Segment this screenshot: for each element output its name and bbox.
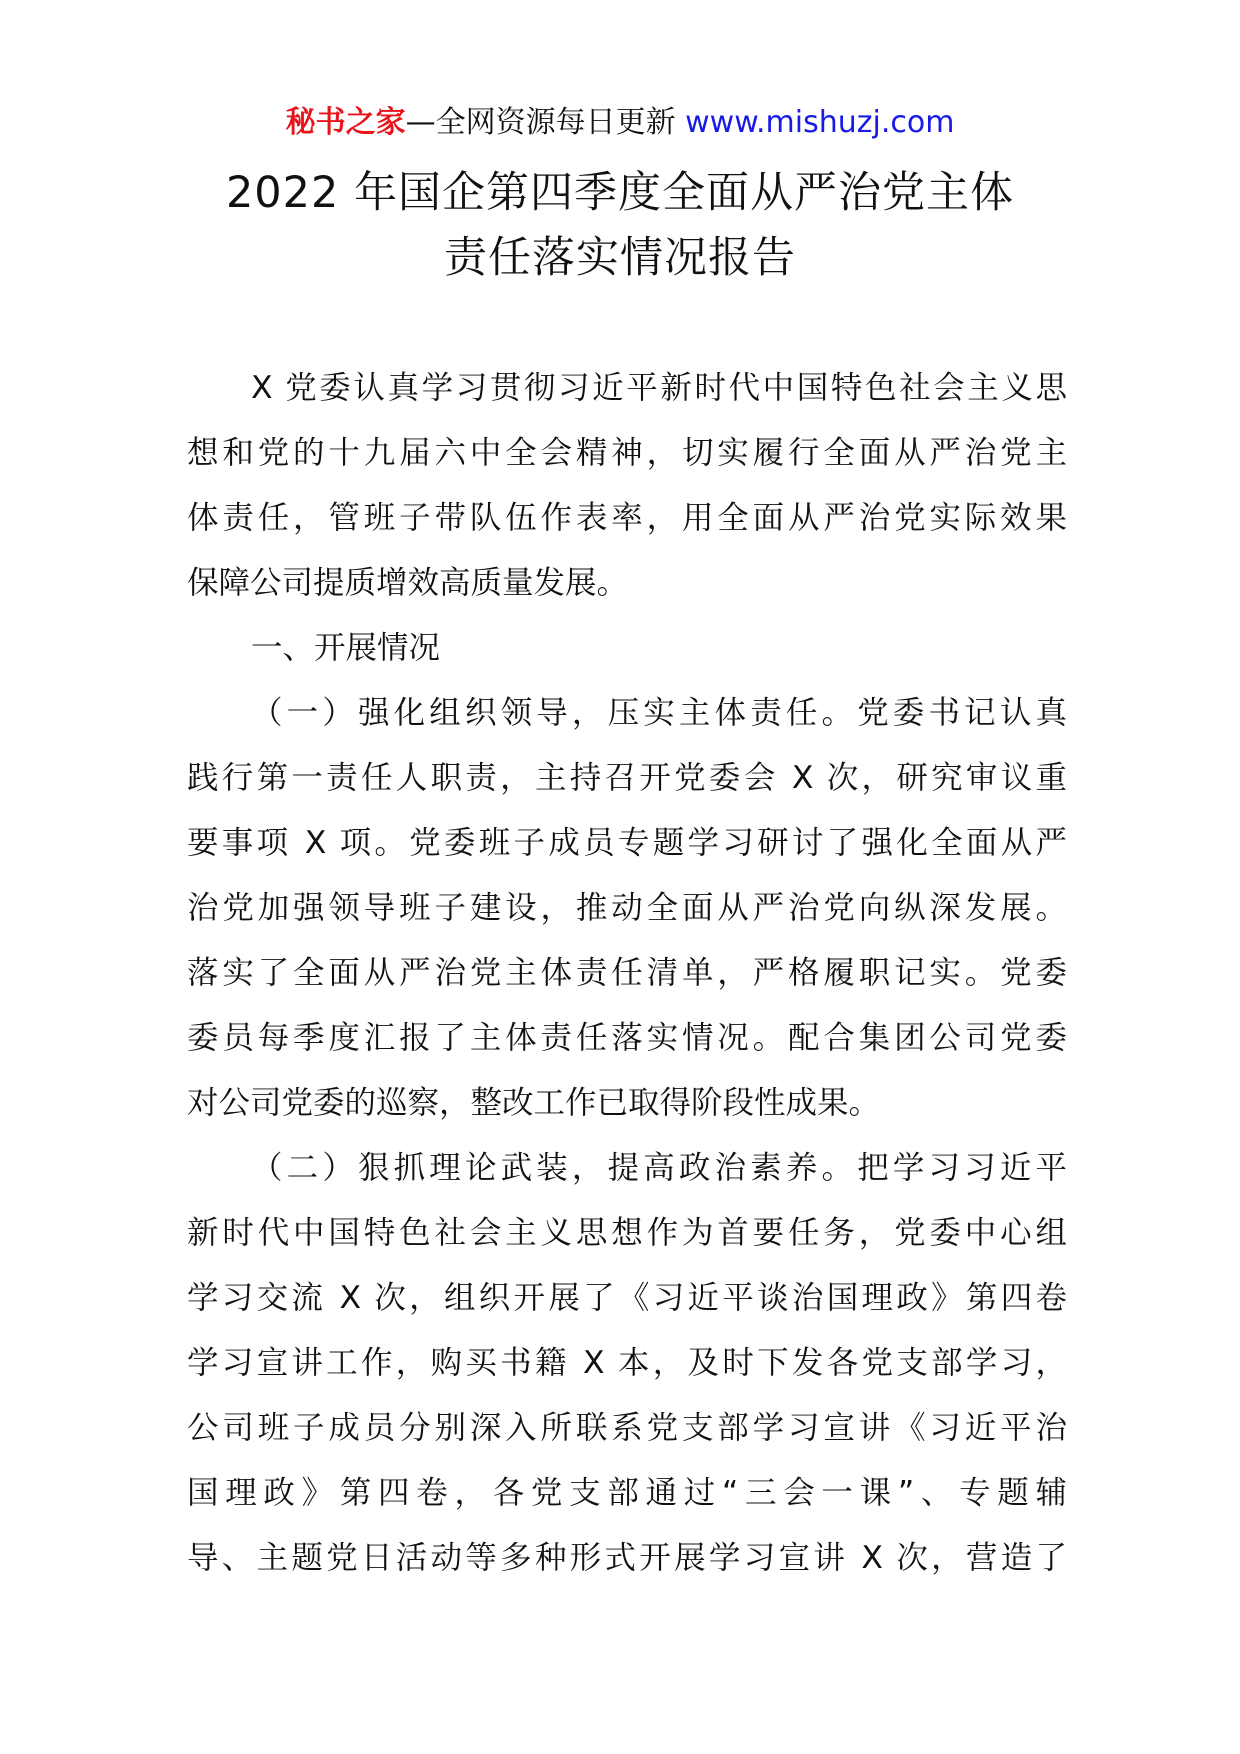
site-url-link[interactable]: www.mishuzj.com [685, 105, 955, 140]
document-body [187, 356, 1067, 1591]
body-line: 公司班子成员分别深入所联系党支部学习宣讲《习近平治 [187, 1410, 1067, 1446]
section-heading: 一、开展情况 [251, 630, 441, 666]
body-line: （一）强化组织领导，压实主体责任。党委书记认真 [251, 695, 1067, 731]
site-brand: 秘书之家 [285, 105, 406, 140]
body-line: 学习宣讲工作，购买书籍 X 本，及时下发各党支部学习， [187, 1345, 1067, 1381]
body-line: （二）狠抓理论武装，提高政治素养。把学习习近平 [251, 1150, 1067, 1186]
body-line: 践行第一责任人职责，主持召开党委会 X 次，研究审议重 [187, 760, 1067, 796]
document-title-line-2: 责任落实情况报告 [444, 233, 796, 283]
body-line: X 党委认真学习贯彻习近平新时代中国特色社会主义思 [251, 370, 1067, 406]
body-line: 想和党的十九届六中全会精神，切实履行全面从严治党主 [187, 435, 1067, 471]
document-title-line-1: 2022 年国企第四季度全面从严治党主体 [225, 168, 1015, 218]
body-line: 要事项 X 项。党委班子成员专题学习研讨了强化全面从严 [187, 825, 1067, 861]
body-line: 导、主题党日活动等多种形式开展学习宣讲 X 次，营造了 [187, 1540, 1067, 1576]
body-line: 新时代中国特色社会主义思想作为首要任务，党委中心组 [187, 1215, 1067, 1251]
body-line: 落实了全面从严治党主体责任清单，严格履职记实。党委 [187, 955, 1067, 991]
body-line: 保障公司提质增效高质量发展。 [187, 565, 629, 601]
body-line: 体责任，管班子带队伍作表率，用全面从严治党实际效果 [187, 500, 1067, 536]
body-line: 对公司党委的巡察，整改工作已取得阶段性成果。 [187, 1085, 881, 1121]
site-header [0, 101, 1240, 145]
body-line: 学习交流 X 次，组织开展了《习近平谈治国理政》第四卷 [187, 1280, 1067, 1316]
body-line: 委员每季度汇报了主体责任落实情况。配合集团公司党委 [187, 1020, 1067, 1056]
body-line: 国理政》第四卷，各党支部通过“三会一课”、专题辅 [187, 1475, 1067, 1511]
body-line: 治党加强领导班子建设，推动全面从严治党向纵深发展。 [187, 890, 1067, 926]
site-tagline: —全网资源每日更新 [405, 105, 686, 140]
